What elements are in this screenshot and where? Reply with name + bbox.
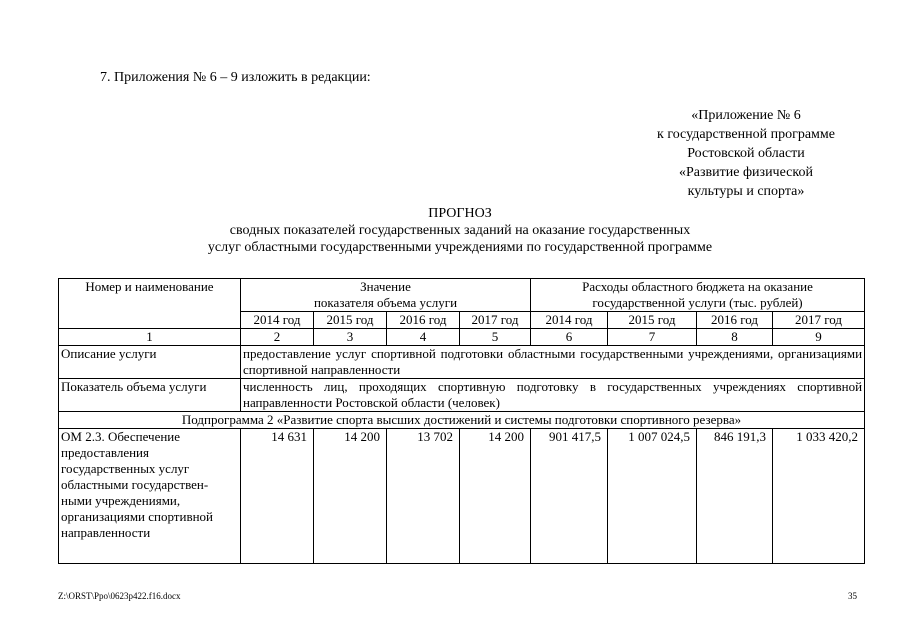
service-description-value: предоставление услуг спортивной подготовки областными государственными учреждениями, организациями спортивной направленности <box>241 346 865 379</box>
year-cell: 2017 год <box>773 312 865 329</box>
title-main: ПРОГНОЗ <box>428 206 492 221</box>
header-value-line: Значение <box>360 279 411 294</box>
column-number-row <box>59 329 865 346</box>
expense-cell: 846 191,3 <box>697 429 773 564</box>
column-number-cell: 6 <box>531 329 608 346</box>
table-row <box>59 429 865 564</box>
value-cell: 14 200 <box>460 429 531 564</box>
volume-indicator-value: численность лиц, проходящих спортивную подготовку в государственных учреждениях спортивной направленности Ростовской области (человек) <box>241 379 865 412</box>
header-value-line: показателя объема услуги <box>313 295 458 310</box>
value-cell: 13 702 <box>387 429 460 564</box>
title-subtitle: сводных показателей государственных заданий на оказание государственных <box>229 223 691 238</box>
appendix-line: Ростовской области <box>687 146 805 161</box>
header-expense-line: Расходы областного бюджета на оказание <box>582 279 813 294</box>
column-number-cell: 3 <box>314 329 387 346</box>
forecast-table <box>58 278 865 564</box>
document-title <box>150 205 770 256</box>
header-expense-line: государственной услуги (тыс. рублей) <box>592 295 803 310</box>
expense-cell: 901 417,5 <box>531 429 608 564</box>
title-subtitle: услуг областными государственными учреждениями по государственной программе <box>207 240 713 255</box>
column-number-cell: 8 <box>697 329 773 346</box>
appendix-line: «Развитие физической <box>679 165 813 180</box>
column-number-cell: 7 <box>608 329 697 346</box>
row-name-cell: ОМ 2.3. Обеспечение предоставления государственных услуг областными государствен-ными учреждениями, организациями спортивной направленности <box>59 429 241 564</box>
appendix-heading <box>636 106 856 201</box>
file-path: Z:\ORST\Ppo\0623p422.f16.docx <box>58 591 181 601</box>
header-value-cell <box>241 279 531 312</box>
header-expense-cell <box>531 279 865 312</box>
expense-cell: 1 007 024,5 <box>608 429 697 564</box>
year-cell: 2016 год <box>387 312 460 329</box>
volume-indicator-row <box>59 379 865 412</box>
amendment-intro: 7. Приложения № 6 – 9 изложить в редакции: <box>100 70 371 85</box>
value-cell: 14 200 <box>314 429 387 564</box>
column-number-cell: 4 <box>387 329 460 346</box>
page-number: 35 <box>848 591 857 601</box>
value-cell: 14 631 <box>241 429 314 564</box>
year-cell: 2017 год <box>460 312 531 329</box>
appendix-line: «Приложение № 6 <box>691 108 801 123</box>
service-description-row <box>59 346 865 379</box>
year-cell: 2016 год <box>697 312 773 329</box>
year-cell: 2014 год <box>531 312 608 329</box>
column-number-cell: 9 <box>773 329 865 346</box>
expense-cell: 1 033 420,2 <box>773 429 865 564</box>
column-number-cell: 5 <box>460 329 531 346</box>
year-cell: 2015 год <box>314 312 387 329</box>
header-name-cell: Номер и наименование <box>59 279 241 329</box>
volume-indicator-label: Показатель объема услуги <box>59 379 241 412</box>
year-cell: 2014 год <box>241 312 314 329</box>
year-cell: 2015 год <box>608 312 697 329</box>
subprogram-row <box>59 412 865 429</box>
service-description-label: Описание услуги <box>59 346 241 379</box>
subprogram-title: Подпрограмма 2 «Развитие спорта высших достижений и системы подготовки спортивного резерва» <box>59 412 865 429</box>
header-row <box>59 279 865 312</box>
appendix-line: культуры и спорта» <box>687 184 805 199</box>
column-number-cell: 2 <box>241 329 314 346</box>
appendix-line: к государственной программе <box>657 127 835 142</box>
column-number-cell: 1 <box>59 329 241 346</box>
